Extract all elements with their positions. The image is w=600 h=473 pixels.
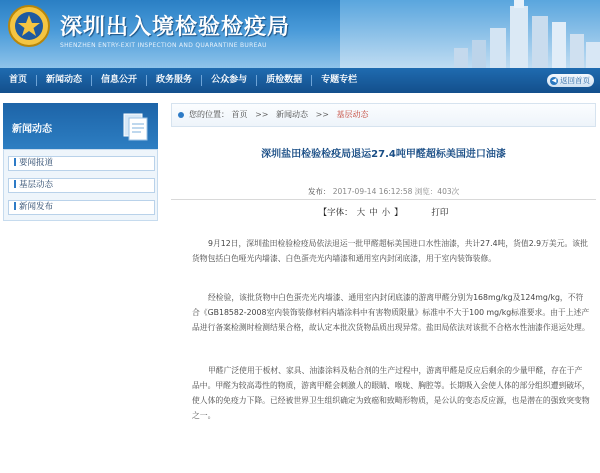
font-size-large-link[interactable]: 大 xyxy=(356,208,366,218)
sidebar-item-label: 新闻发布 xyxy=(19,202,54,212)
breadcrumb xyxy=(171,103,596,127)
nav-item-topics[interactable]: 专题专栏 xyxy=(321,75,358,85)
meta-info: 2017-09-14 16:12:58 浏览：403次 xyxy=(332,187,460,196)
site-subtitle: SHENZHEN ENTRY-EXIT INSPECTION AND QUARANTINE BUREAU xyxy=(60,42,267,49)
nav-item-news[interactable]: 新闻动态 xyxy=(46,75,83,85)
article-paragraph: 甲醛广泛使用于板材、家具、油漆涂料及粘合剂的生产过程中，游离甲醛是反应后剩余的少量甲醛，存在于产品中。甲醛为较高毒性的物质，游离甲醛会刺激人的眼睛、喉咙、胸腔等。长期吸入会使人体的部分组织遭到破坏，使人体的免疫力下降。已经被世界卫生组织确定为致癌和致畸形物质，是公认的变态反应源，也是潜在的强致突变物之一。 xyxy=(192,366,590,420)
main-nav xyxy=(0,68,600,93)
documents-icon xyxy=(121,112,151,142)
font-size-close: 】 xyxy=(394,208,403,218)
bureau-emblem-icon xyxy=(7,4,51,48)
meta-label: 发布： xyxy=(307,187,331,196)
sidebar-item-grassroots[interactable] xyxy=(8,178,155,193)
font-size-label: 【字体： xyxy=(318,208,353,218)
breadcrumb-current[interactable]: 基层动态 xyxy=(336,110,369,119)
nav-item-participation[interactable]: 公众参与 xyxy=(211,75,248,85)
sidebar-item-label: 基层动态 xyxy=(19,180,54,190)
sidebar-item-headlines[interactable] xyxy=(8,156,155,171)
breadcrumb-separator: >> xyxy=(255,110,269,119)
font-size-medium-link[interactable]: 中 xyxy=(369,208,378,218)
sidebar-header xyxy=(3,103,158,149)
sidebar-item-label: 要闻报道 xyxy=(19,158,54,168)
breadcrumb-news[interactable]: 新闻动态 xyxy=(276,110,309,119)
site-banner xyxy=(0,0,600,68)
print-link[interactable]: 打印 xyxy=(431,208,449,218)
nav-item-data[interactable]: 质检数据 xyxy=(266,75,303,85)
city-skyline-image xyxy=(360,0,600,68)
nav-item-home[interactable]: 首页 xyxy=(9,75,28,85)
article-paragraph: 9月12日，深圳盐田检验检疫局依法退运一批甲醛超标美国进口水性油漆，共计27.4吨，货值2.9万美元。该批货物包括白色哑光内墙漆、白色蛋壳光内墙漆和通用室内封闭底漆，用于室内装饰装修。 xyxy=(192,239,588,263)
font-size-small-link[interactable]: 小 xyxy=(381,208,391,218)
divider xyxy=(171,199,596,200)
article-tools xyxy=(171,206,596,218)
back-home-label: 返回首页 xyxy=(560,76,590,85)
bullet-bar-icon xyxy=(14,180,16,188)
breadcrumb-separator: >> xyxy=(315,110,329,119)
location-dot-icon xyxy=(178,112,184,118)
bullet-bar-icon xyxy=(14,202,16,210)
nav-item-services[interactable]: 政务服务 xyxy=(156,75,193,85)
sidebar-title: 新闻动态 xyxy=(12,124,52,135)
sidebar-item-press[interactable] xyxy=(8,200,155,215)
article-title: 深圳盐田检验检疫局退运27.4吨甲醛超标美国进口油漆 xyxy=(261,149,506,160)
arrow-left-icon: ◀ xyxy=(551,76,557,84)
back-home-button[interactable] xyxy=(547,74,594,87)
article-paragraph: 经检验，该批货物中白色蛋壳光内墙漆、通用室内封闭底漆的游离甲醛分别为168mg/kg及124mg/kg，不符合《GB18582-2008室内装饰装修材料内墙涂料中有害物质限量》标准中不大于100 mg/kg标准要求。由于上述产品进行备案检测时检测结果合格，故认定本批次货物品质出现异常。盐田局依法对该批不合格水性油漆作退运处理。 xyxy=(192,293,590,332)
bullet-bar-icon xyxy=(14,158,16,166)
site-title: 深圳出入境检验检疫局 xyxy=(60,15,291,40)
nav-item-disclosure[interactable]: 信息公开 xyxy=(101,75,138,85)
breadcrumb-prefix: 您的位置： xyxy=(189,110,229,119)
breadcrumb-home[interactable]: 首页 xyxy=(231,110,248,119)
article-meta xyxy=(171,186,596,197)
sidebar-list xyxy=(3,149,158,221)
